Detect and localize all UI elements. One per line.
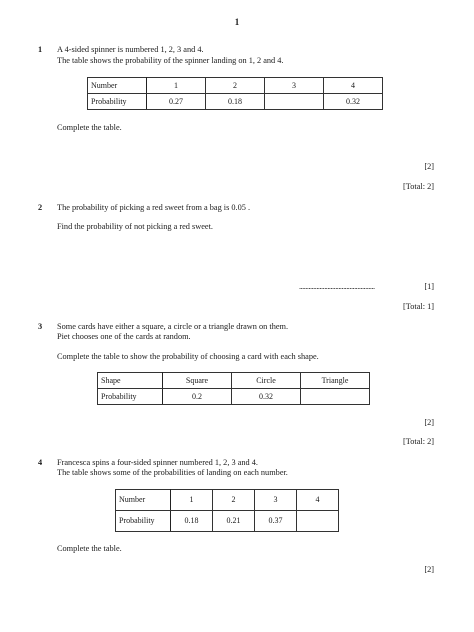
table-cell: 0.32	[324, 94, 383, 110]
table-header-row	[98, 373, 370, 389]
table-column-header: Circle	[232, 373, 301, 389]
question-1-table	[87, 77, 383, 110]
question-4-line-1: Francesca spins a four-sided spinner numbered 1, 2, 3 and 4.	[57, 458, 258, 467]
question-2-number: 2	[38, 203, 43, 212]
table-answer-cell[interactable]	[297, 511, 339, 532]
table-header-row	[116, 490, 339, 511]
table-row-label: Probability	[98, 389, 163, 405]
table-column-header: 2	[206, 78, 265, 94]
question-1-marks: [2]	[424, 162, 434, 171]
table-column-header: 4	[324, 78, 383, 94]
question-1-line-2: The table shows the probability of the spinner landing on 1, 2 and 4.	[57, 56, 284, 65]
question-1-number: 1	[38, 45, 43, 54]
table-header-row	[88, 78, 383, 94]
question-3-total: [Total: 2]	[403, 437, 434, 446]
table-answer-cell[interactable]	[301, 389, 370, 405]
table-row	[116, 511, 339, 532]
question-1-line-1: A 4-sided spinner is numbered 1, 2, 3 and 4.	[57, 45, 204, 54]
table-column-header: 4	[297, 490, 339, 511]
table-column-header: Square	[163, 373, 232, 389]
table-cell: 0.18	[171, 511, 213, 532]
table-answer-cell[interactable]	[265, 94, 324, 110]
table-cell: 0.18	[206, 94, 265, 110]
table-row	[88, 94, 383, 110]
question-2-total: [Total: 1]	[403, 302, 434, 311]
table-row-label: Probability	[88, 94, 147, 110]
table-column-header: 1	[171, 490, 213, 511]
question-4-table	[115, 489, 339, 532]
question-4-number: 4	[38, 458, 43, 467]
table-header-label: Number	[116, 490, 171, 511]
question-4-line-2: The table shows some of the probabilities of landing on each number.	[57, 468, 288, 477]
question-2-answer-line[interactable]: ................................................	[299, 282, 375, 291]
question-3-instruction: Complete the table to show the probability of choosing a card with each shape.	[57, 352, 319, 361]
table-cell: 0.2	[163, 389, 232, 405]
table-column-header: 1	[147, 78, 206, 94]
table-column-header: 2	[213, 490, 255, 511]
question-3-table	[97, 372, 370, 405]
table-header-label: Number	[88, 78, 147, 94]
page-number: 1	[234, 17, 240, 27]
question-1-instruction: Complete the table.	[57, 123, 122, 132]
question-4-marks: [2]	[424, 565, 434, 574]
table-column-header: 3	[265, 78, 324, 94]
table-row	[98, 389, 370, 405]
table-header-label: Shape	[98, 373, 163, 389]
question-1-total: [Total: 2]	[403, 182, 434, 191]
question-2-marks: [1]	[424, 282, 434, 291]
table-cell: 0.27	[147, 94, 206, 110]
question-2-instruction: Find the probability of not picking a red sweet.	[57, 222, 213, 231]
question-4-instruction: Complete the table.	[57, 544, 122, 553]
table-cell: 0.37	[255, 511, 297, 532]
question-3-number: 3	[38, 322, 43, 331]
table-cell: 0.21	[213, 511, 255, 532]
question-3-line-1: Some cards have either a square, a circle or a triangle drawn on them.	[57, 322, 289, 331]
table-row-label: Probability	[116, 511, 171, 532]
question-3-marks: [2]	[424, 418, 434, 427]
question-3-line-2: Piet chooses one of the cards at random.	[57, 332, 191, 341]
table-column-header: Triangle	[301, 373, 370, 389]
table-column-header: 3	[255, 490, 297, 511]
question-2-line-1: The probability of picking a red sweet from a bag is 0.05 .	[57, 203, 251, 212]
table-cell: 0.32	[232, 389, 301, 405]
